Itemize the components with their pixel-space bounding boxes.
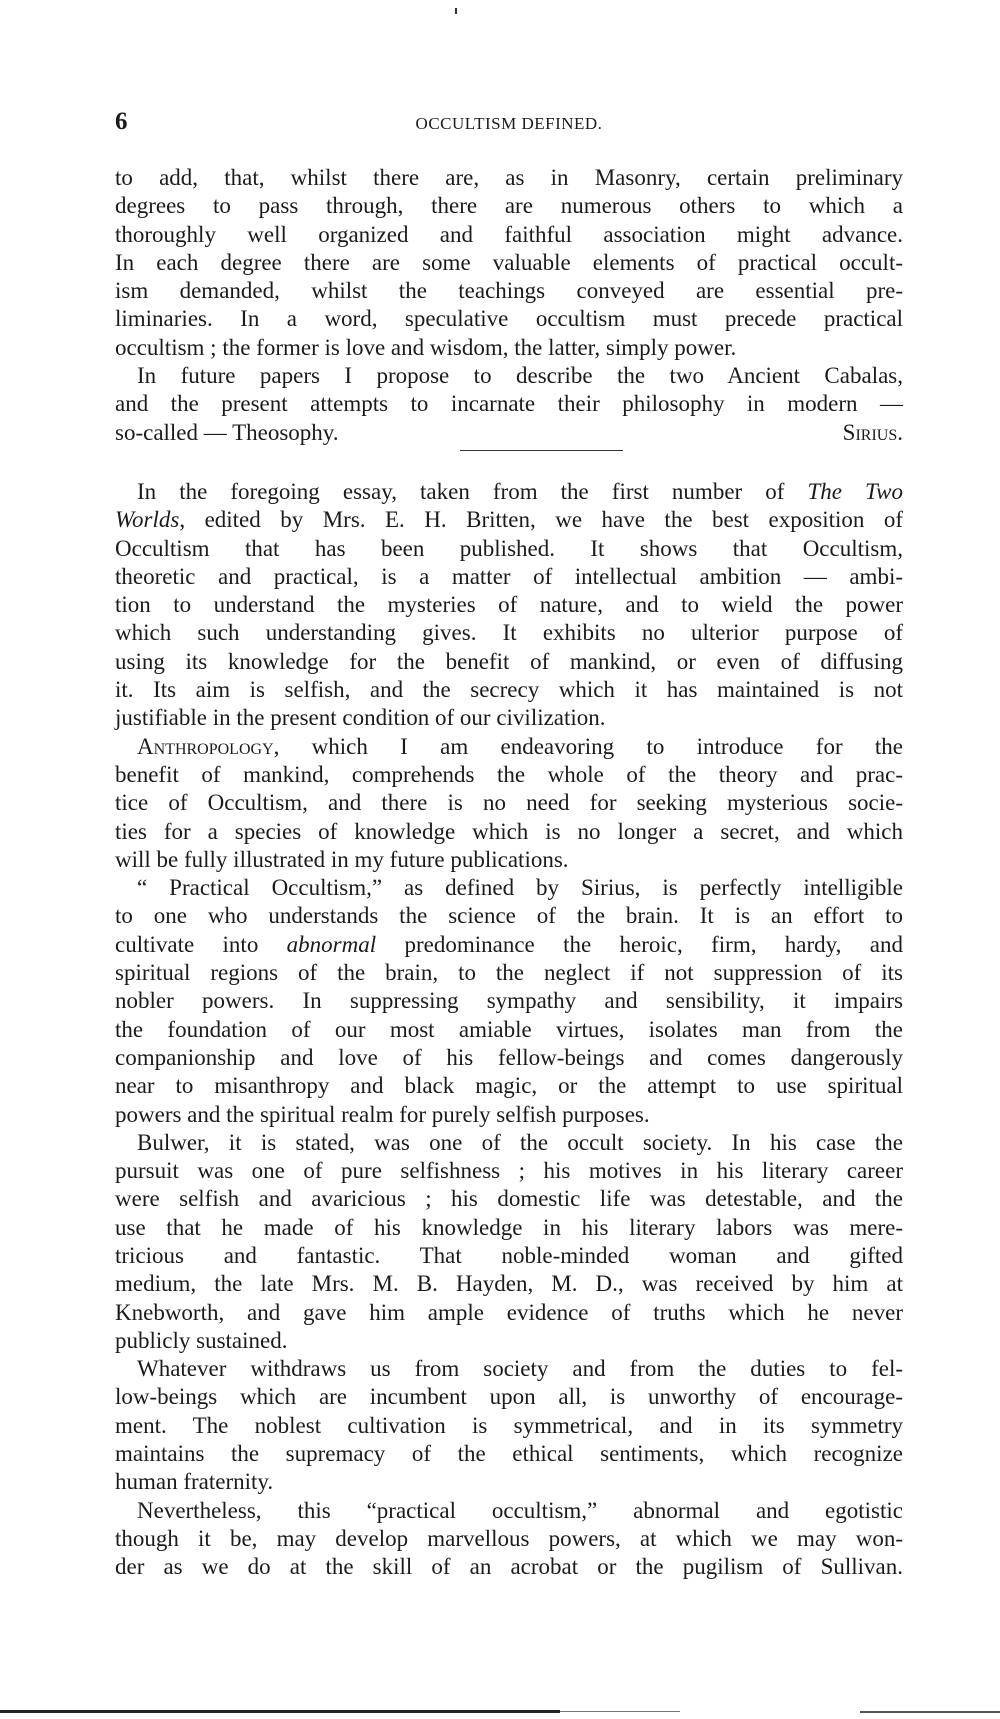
text-line (115, 1185, 903, 1213)
text-run: near to misanthropy and black magic, or the attempt to use spiritual (115, 1073, 903, 1099)
text-line (115, 1497, 903, 1525)
text-line (115, 874, 903, 902)
text-run: medium, the late Mrs. M. B. Hayden, M. D., was received by him at (115, 1271, 903, 1297)
text-line (115, 733, 903, 761)
text-run: and the present attempts to incarnate their philosophy in modern — (115, 391, 903, 417)
text-run: human fraternity. (115, 1469, 274, 1495)
text-line (115, 1525, 903, 1553)
text-run: will be fully illustrated in my future publications. (115, 846, 569, 872)
text-run: the foundation of our most amiable virtues, isolates man from the (115, 1016, 903, 1042)
page-body (115, 164, 903, 1582)
text-line (115, 648, 903, 676)
text-run: In the foregoing essay, taken from the first number of (137, 478, 808, 504)
text-line (115, 221, 903, 249)
text-line (115, 789, 903, 817)
text-line (115, 1214, 903, 1242)
text-line (115, 249, 903, 277)
italic-text: Worlds (115, 507, 180, 533)
text-line (115, 277, 903, 305)
paragraph (115, 733, 903, 874)
text-run: use that he made of his knowledge in his literary labors was mere- (115, 1214, 903, 1240)
text-run: Whatever withdraws us from society and from the duties to fel- (137, 1356, 903, 1382)
text-run: liminaries. In a word, speculative occultism must precede practical (115, 306, 903, 332)
text-run: ties for a species of knowledge which is no longer a secret, and which (115, 818, 903, 844)
text-run: predominance the heroic, firm, hardy, and (376, 931, 903, 957)
text-run: der as we do at the skill of an acrobat or the pugilism of Sullivan. (115, 1554, 903, 1580)
text-line (115, 761, 903, 789)
page-header (115, 108, 903, 136)
text-run: degrees to pass through, there are numerous others to which a (115, 193, 903, 219)
paragraph (115, 874, 903, 1129)
author-signature: Sirius. (842, 419, 903, 445)
text-run: In future papers I propose to describe the two Ancient Cabalas, (137, 363, 903, 389)
commentary (115, 478, 903, 1582)
closing-line: so-called — Theosophy. (115, 419, 339, 445)
text-run: cultivate into (115, 931, 287, 957)
text-line (115, 818, 903, 846)
page-bottom-edge (0, 1710, 560, 1713)
text-run: pursuit was one of pure selfishness ; his motives in his literary career (115, 1158, 903, 1184)
text-line (115, 305, 903, 333)
text-run: to add, that, whilst there are, as in Masonry, certain preliminary (115, 165, 903, 190)
text-run: occultism ; the former is love and wisdom, the latter, simply power. (115, 334, 737, 360)
text-line (115, 619, 903, 647)
small-caps-text: Anthropology (137, 733, 274, 759)
text-line (115, 1412, 903, 1440)
text-line (115, 1299, 903, 1327)
text-line (115, 931, 903, 959)
text-run: justifiable in the present condition of our civilization. (115, 705, 606, 731)
text-run: Knebworth, and gave him ample evidence of truths which he never (115, 1299, 903, 1325)
text-line (115, 1440, 903, 1468)
page-number: 6 (115, 108, 128, 135)
text-run: Bulwer, it is stated, was one of the occult society. In his case the (137, 1129, 903, 1155)
text-line (115, 1383, 903, 1411)
paragraph (115, 1355, 903, 1496)
text-run: ment. The noblest cultivation is symmetrical, and in its symmetry (115, 1412, 903, 1438)
text-line (115, 506, 903, 534)
text-line (115, 1016, 903, 1044)
text-line (115, 1242, 903, 1270)
text-run: which such understanding gives. It exhibits no ulterior purpose of (115, 620, 903, 646)
text-run: Nevertheless, this “practical occultism,” abnormal and egotistic (137, 1497, 903, 1523)
page-bottom-edge (860, 1711, 1000, 1713)
text-run: nobler powers. In suppressing sympathy and sensibility, it impairs (115, 988, 903, 1014)
paragraph (115, 1129, 903, 1355)
text-line (115, 902, 903, 930)
text-line (115, 1129, 903, 1157)
section-gap (115, 451, 903, 478)
text-run: tricious and fantastic. That noble-minded woman and gifted (115, 1242, 903, 1268)
running-title: OCCULTISM DEFINED. (415, 114, 603, 133)
text-run: it. Its aim is selfish, and the secrecy which it has maintained is not (115, 677, 903, 703)
text-run: Occultism that has been published. It shows that Occultism, (115, 535, 903, 561)
text-line (115, 1101, 903, 1129)
text-line (115, 478, 903, 506)
text-run: ism demanded, whilst the teachings conveyed are essential pre- (115, 278, 903, 304)
text-line (115, 1468, 903, 1496)
text-run: powers and the spiritual realm for purely selfish purposes. (115, 1101, 650, 1127)
text-run: , which I am endeavoring to introduce for the (273, 733, 903, 759)
text-run: , edited by Mrs. E. H. Britten, we have the best exposition of (179, 507, 903, 533)
text-run: thoroughly well organized and faithful association might advance. (115, 221, 903, 247)
text-line (115, 676, 903, 704)
text-line (115, 192, 903, 220)
text-line (115, 164, 903, 192)
signature-line (115, 419, 903, 447)
paragraph (115, 362, 903, 419)
paragraph (115, 478, 903, 733)
text-run: publicly sustained. (115, 1327, 288, 1353)
scan-speck (455, 8, 457, 14)
text-line (115, 846, 903, 874)
text-run: benefit of mankind, comprehends the whole of the theory and prac- (115, 761, 903, 787)
text-run: low-beings which are incumbent upon all, is unworthy of encourage- (115, 1384, 903, 1410)
text-run: theoretic and practical, is a matter of intellectual ambition — ambi- (115, 563, 903, 589)
text-line (115, 1072, 903, 1100)
text-line (115, 987, 903, 1015)
text-line (115, 1553, 903, 1581)
text-run: maintains the supremacy of the ethical sentiments, which recognize (115, 1441, 903, 1467)
italic-text: abnormal (286, 931, 377, 957)
text-run: though it be, may develop marvellous powers, at which we may won- (115, 1525, 903, 1551)
paragraph (115, 164, 903, 362)
text-line (115, 1044, 903, 1072)
text-run: were selfish and avaricious ; his domestic life was detestable, and the (115, 1186, 903, 1212)
text-run: tion to understand the mysteries of nature, and to wield the power (115, 592, 903, 618)
text-line (115, 535, 903, 563)
text-line (115, 959, 903, 987)
essay-excerpt (115, 164, 903, 419)
text-run: companionship and love of his fellow-beings and comes dangerously (115, 1044, 903, 1070)
text-line (115, 1327, 903, 1355)
text-run: using its knowledge for the benefit of mankind, or even of diffusing (115, 648, 903, 674)
text-run: spiritual regions of the brain, to the neglect if not suppression of its (115, 960, 903, 986)
text-run: to one who understands the science of the brain. It is an effort to (115, 903, 903, 929)
text-line (115, 362, 903, 390)
text-line (115, 1355, 903, 1383)
text-line (115, 704, 903, 732)
text-line (115, 563, 903, 591)
text-line (115, 1157, 903, 1185)
text-run: tice of Occultism, and there is no need for seeking mysterious socie- (115, 790, 903, 816)
paragraph (115, 1497, 903, 1582)
text-line (115, 591, 903, 619)
text-run: In each degree there are some valuable elements of practical occult- (115, 249, 903, 275)
text-run: “ Practical Occultism,” as defined by Sirius, is perfectly intelligible (137, 875, 903, 901)
text-line (115, 390, 903, 418)
page-bottom-edge (560, 1711, 680, 1712)
text-line (115, 1270, 903, 1298)
text-line (115, 334, 903, 362)
italic-text: The Two (807, 478, 903, 504)
